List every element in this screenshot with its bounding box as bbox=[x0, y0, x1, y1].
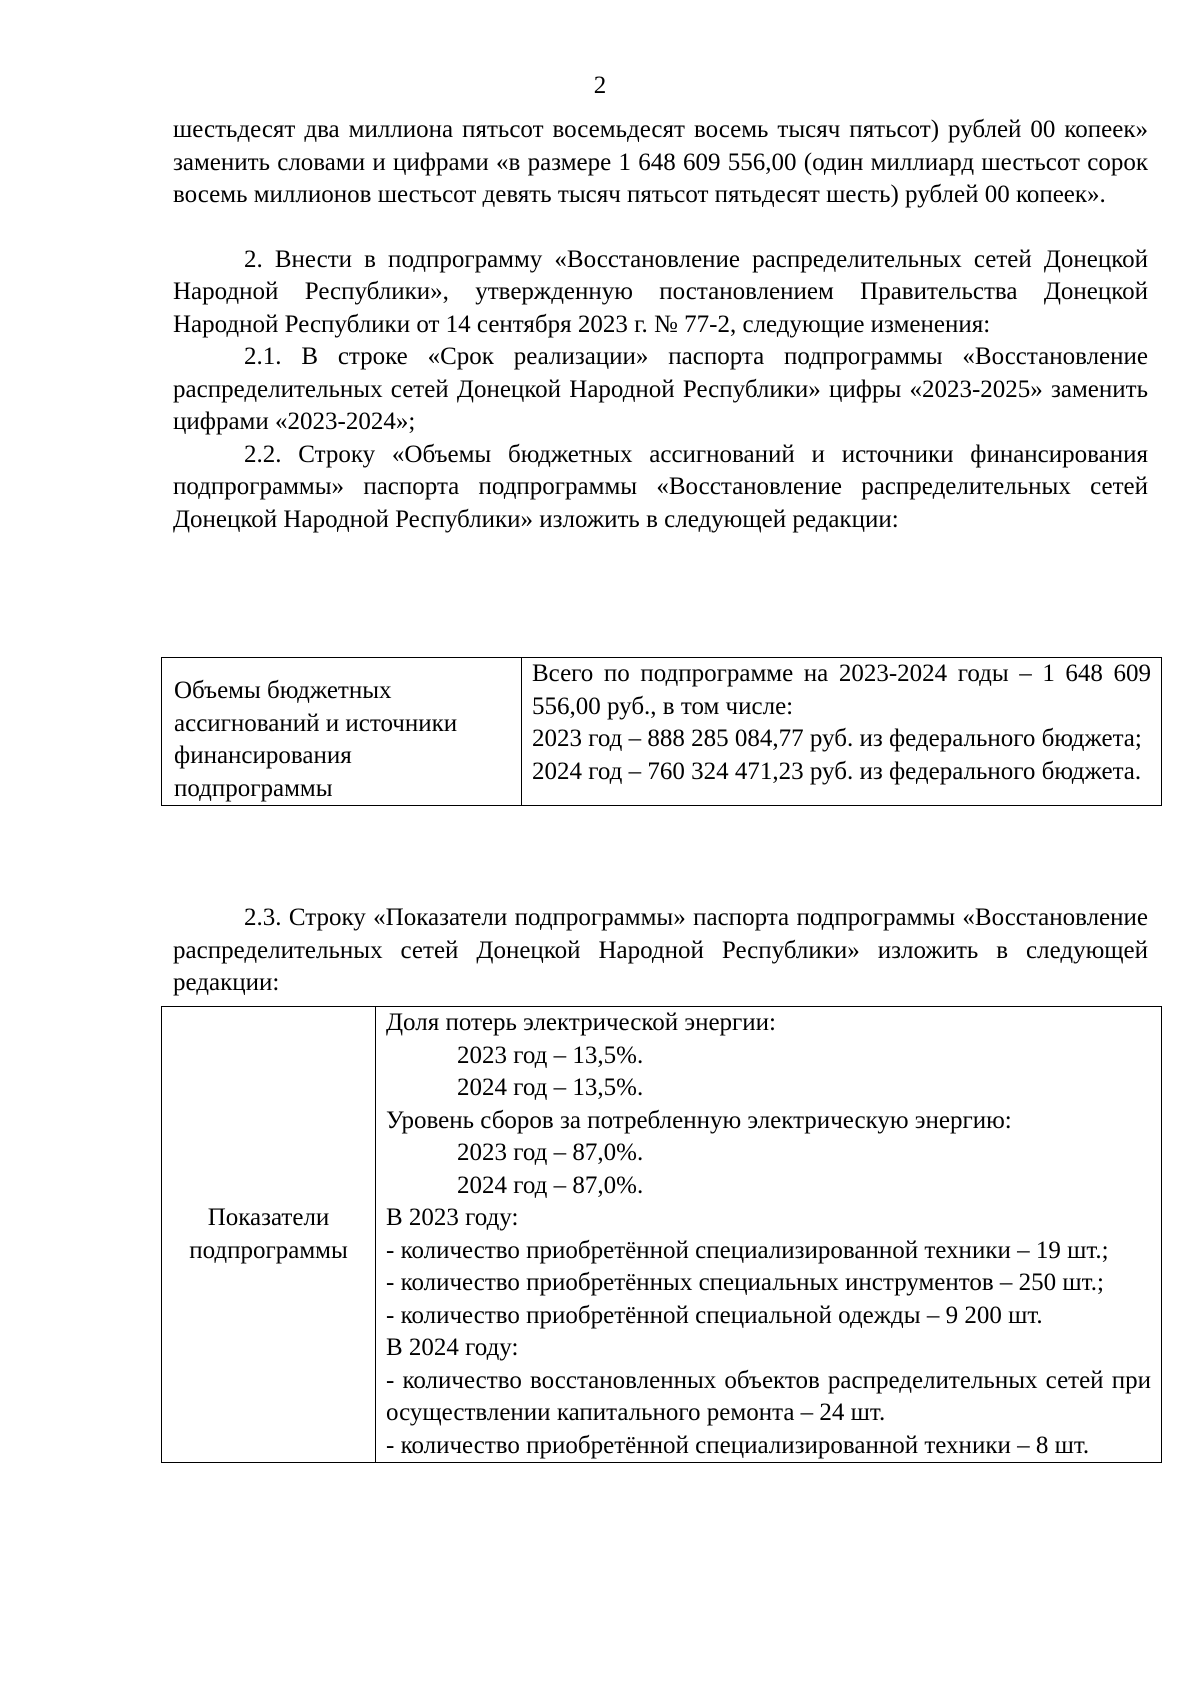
paragraph-item-2-3: 2.3. Строку «Показатели подпрограммы» паспорта подпрограммы «Восстановление распределительных сетей Донецкой Народной Республики» изложить в следующей редакции: bbox=[173, 904, 1148, 996]
year-2024-heading: В 2024 году: bbox=[386, 1334, 519, 1361]
paragraph-item-2-1: 2.1. В строке «Срок реализации» паспорта подпрограммы «Восстановление распределительных сетей Донецкой Народной Республики» цифры «2023-2025» заменить цифрами «2023-2024»; bbox=[173, 343, 1148, 435]
indicators-content-cell bbox=[376, 1007, 1162, 1463]
document-body-2 bbox=[173, 902, 1148, 1000]
document-body bbox=[173, 114, 1148, 536]
page-number: 2 bbox=[593, 72, 607, 99]
budget-content-cell bbox=[522, 658, 1162, 806]
budget-2023-line: 2023 год – 888 285 084,77 руб. из федерального бюджета; bbox=[532, 725, 1142, 752]
collection-2023: 2023 год – 87,0%. bbox=[457, 1139, 644, 1166]
collection-heading: Уровень сборов за потребленную электрическую энергию: bbox=[386, 1106, 1012, 1134]
table-row bbox=[162, 658, 1162, 806]
list-item: - количество восстановленных объектов распределительных сетей при осуществлении капитального ремонта – 24 шт. bbox=[386, 1366, 1151, 1426]
paragraph-item-2-2: 2.2. Строку «Объемы бюджетных ассигнований и источники финансирования подпрограммы» паспорта подпрограммы «Восстановление распределительных сетей Донецкой Народной Республики» изложить в следующей редакции: bbox=[173, 440, 1148, 533]
indicators-table bbox=[161, 1006, 1162, 1463]
list-item: - количество приобретённой специализированной техники – 8 шт. bbox=[386, 1431, 1090, 1459]
loss-heading: Доля потерь электрической энергии: bbox=[386, 1009, 777, 1036]
list-item: - количество приобретённой специальной одежды – 9 200 шт. bbox=[386, 1301, 1043, 1329]
indicators-label-cell: Показатели подпрограммы bbox=[162, 1007, 376, 1463]
budget-total-line: Всего по подпрограмме на 2023-2024 годы – 1 648 609 556,00 руб., в том числе: bbox=[532, 660, 1151, 720]
budget-2024-line: 2024 год – 760 324 471,23 руб. из федерального бюджета. bbox=[532, 757, 1142, 785]
loss-2023: 2023 год – 13,5%. bbox=[457, 1041, 644, 1069]
year-2023-heading: В 2023 году: bbox=[386, 1204, 519, 1231]
list-item: - количество приобретённой специализированной техники – 19 шт.; bbox=[386, 1236, 1109, 1264]
list-item: - количество приобретённых специальных инструментов – 250 шт.; bbox=[386, 1269, 1104, 1296]
paragraph-continuation: шестьдесят два миллиона пятьсот восемьдесят восемь тысяч пятьсот) рублей 00 копеек» заменить словами и цифрами «в размере 1 648 609 556,00 (один миллиард шестьсот сорок восемь миллионов шестьсот девять тысяч пятьсот пятьдесят шесть) рублей 00 копеек». bbox=[173, 116, 1148, 208]
collection-2024: 2024 год – 87,0%. bbox=[457, 1171, 644, 1199]
loss-2024: 2024 год – 13,5%. bbox=[457, 1074, 644, 1101]
budget-label-cell: Объемы бюджетных ассигнований и источники финансирования подпрограммы bbox=[162, 658, 522, 806]
budget-table bbox=[161, 657, 1162, 806]
table-row bbox=[162, 1007, 1162, 1463]
paragraph-item-2: 2. Внести в подпрограмму «Восстановление распределительных сетей Донецкой Народной Республики», утвержденную постановлением Правительства Донецкой Народной Республики от 14 сентября 2023 г. № 77-2, следующие изменения: bbox=[173, 245, 1148, 338]
